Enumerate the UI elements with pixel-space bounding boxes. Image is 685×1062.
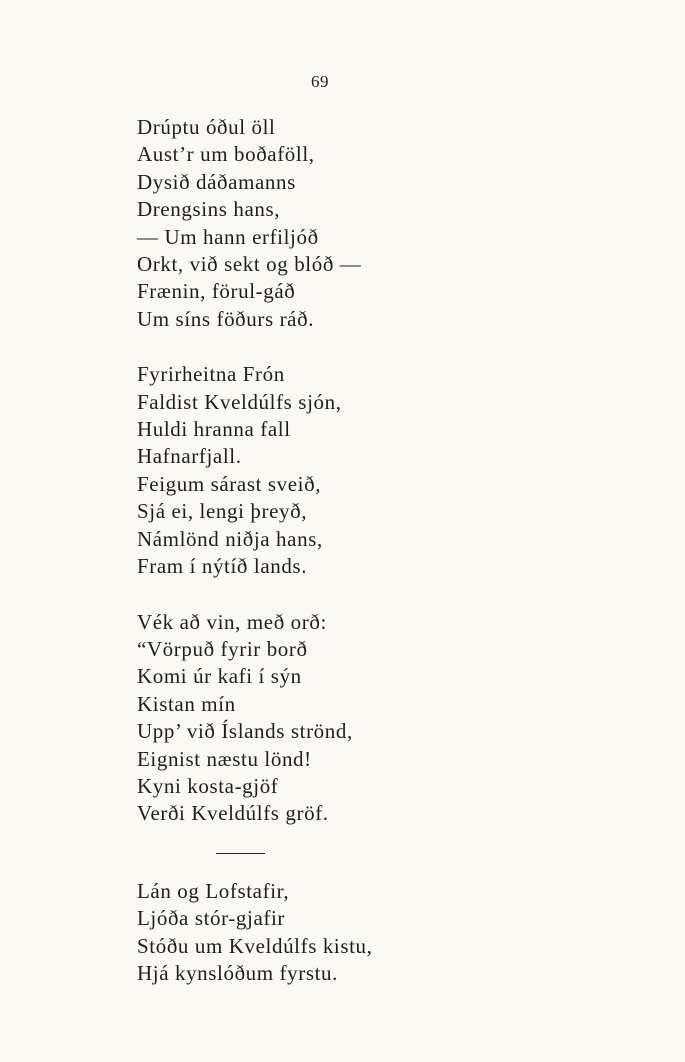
stanza-spacer (137, 333, 657, 361)
divider-spacer (137, 854, 657, 878)
poem-line: Faldist Kveldúlfs sjón, (137, 389, 342, 414)
poem-line: Kyni kosta-gjöf (137, 773, 279, 798)
poem-line: Ljóða stór-gjafir (137, 906, 285, 931)
poem-line: Fyrirheitna Frón (137, 362, 285, 387)
poem-line: Fram í nýtíð lands. (137, 554, 308, 579)
poem-line: “Vörpuð fyrir borð (137, 636, 308, 661)
poem (137, 114, 657, 987)
poem-line: Hafnarfjall. (137, 444, 242, 469)
poem-line: Lán og Lofstafir, (137, 878, 290, 903)
stanza-2 (137, 361, 657, 580)
poem-line: Sjá ei, lengi þreyð, (137, 499, 308, 524)
poem-line: Hjá kynslóðum fyrstu. (137, 960, 339, 985)
stanza-1 (137, 114, 657, 333)
poem-line: Orkt, við sekt og blóð — (137, 252, 362, 277)
poem-line: Aust’r um boðaföll, (137, 142, 315, 167)
poem-line: Drúptu óðul öll (137, 115, 276, 139)
poem-line: Drengsins hans, (137, 197, 281, 222)
poem-line: Námlönd niðja hans, (137, 526, 323, 551)
poem-line: Um síns föðurs ráð. (137, 306, 315, 331)
stanza-4 (137, 878, 657, 988)
page-number: 69 (311, 72, 329, 91)
poem-line: Dysið dáðamanns (137, 169, 296, 194)
poem-line: Komi úr kafi í sýn (137, 664, 302, 689)
poem-line: Eignist næstu lönd! (137, 746, 312, 771)
poem-line: Stóðu um Kveldúlfs kistu, (137, 933, 373, 958)
poem-line: Vék að vin, með orð: (137, 609, 327, 634)
poem-line: Kistan mín (137, 691, 236, 716)
stanza-3 (137, 609, 657, 828)
poem-line: Feigum sárast sveið, (137, 471, 322, 496)
poem-line: Verði Kveldúlfs gröf. (137, 801, 329, 826)
stanza-spacer (137, 581, 657, 609)
poem-line: — Um hann erfiljóð (137, 224, 319, 249)
poem-line: Upp’ við Íslands strönd, (137, 719, 353, 744)
poem-line: Huldi hranna fall (137, 417, 291, 442)
poem-line: Frænin, förul-gáð (137, 279, 296, 304)
